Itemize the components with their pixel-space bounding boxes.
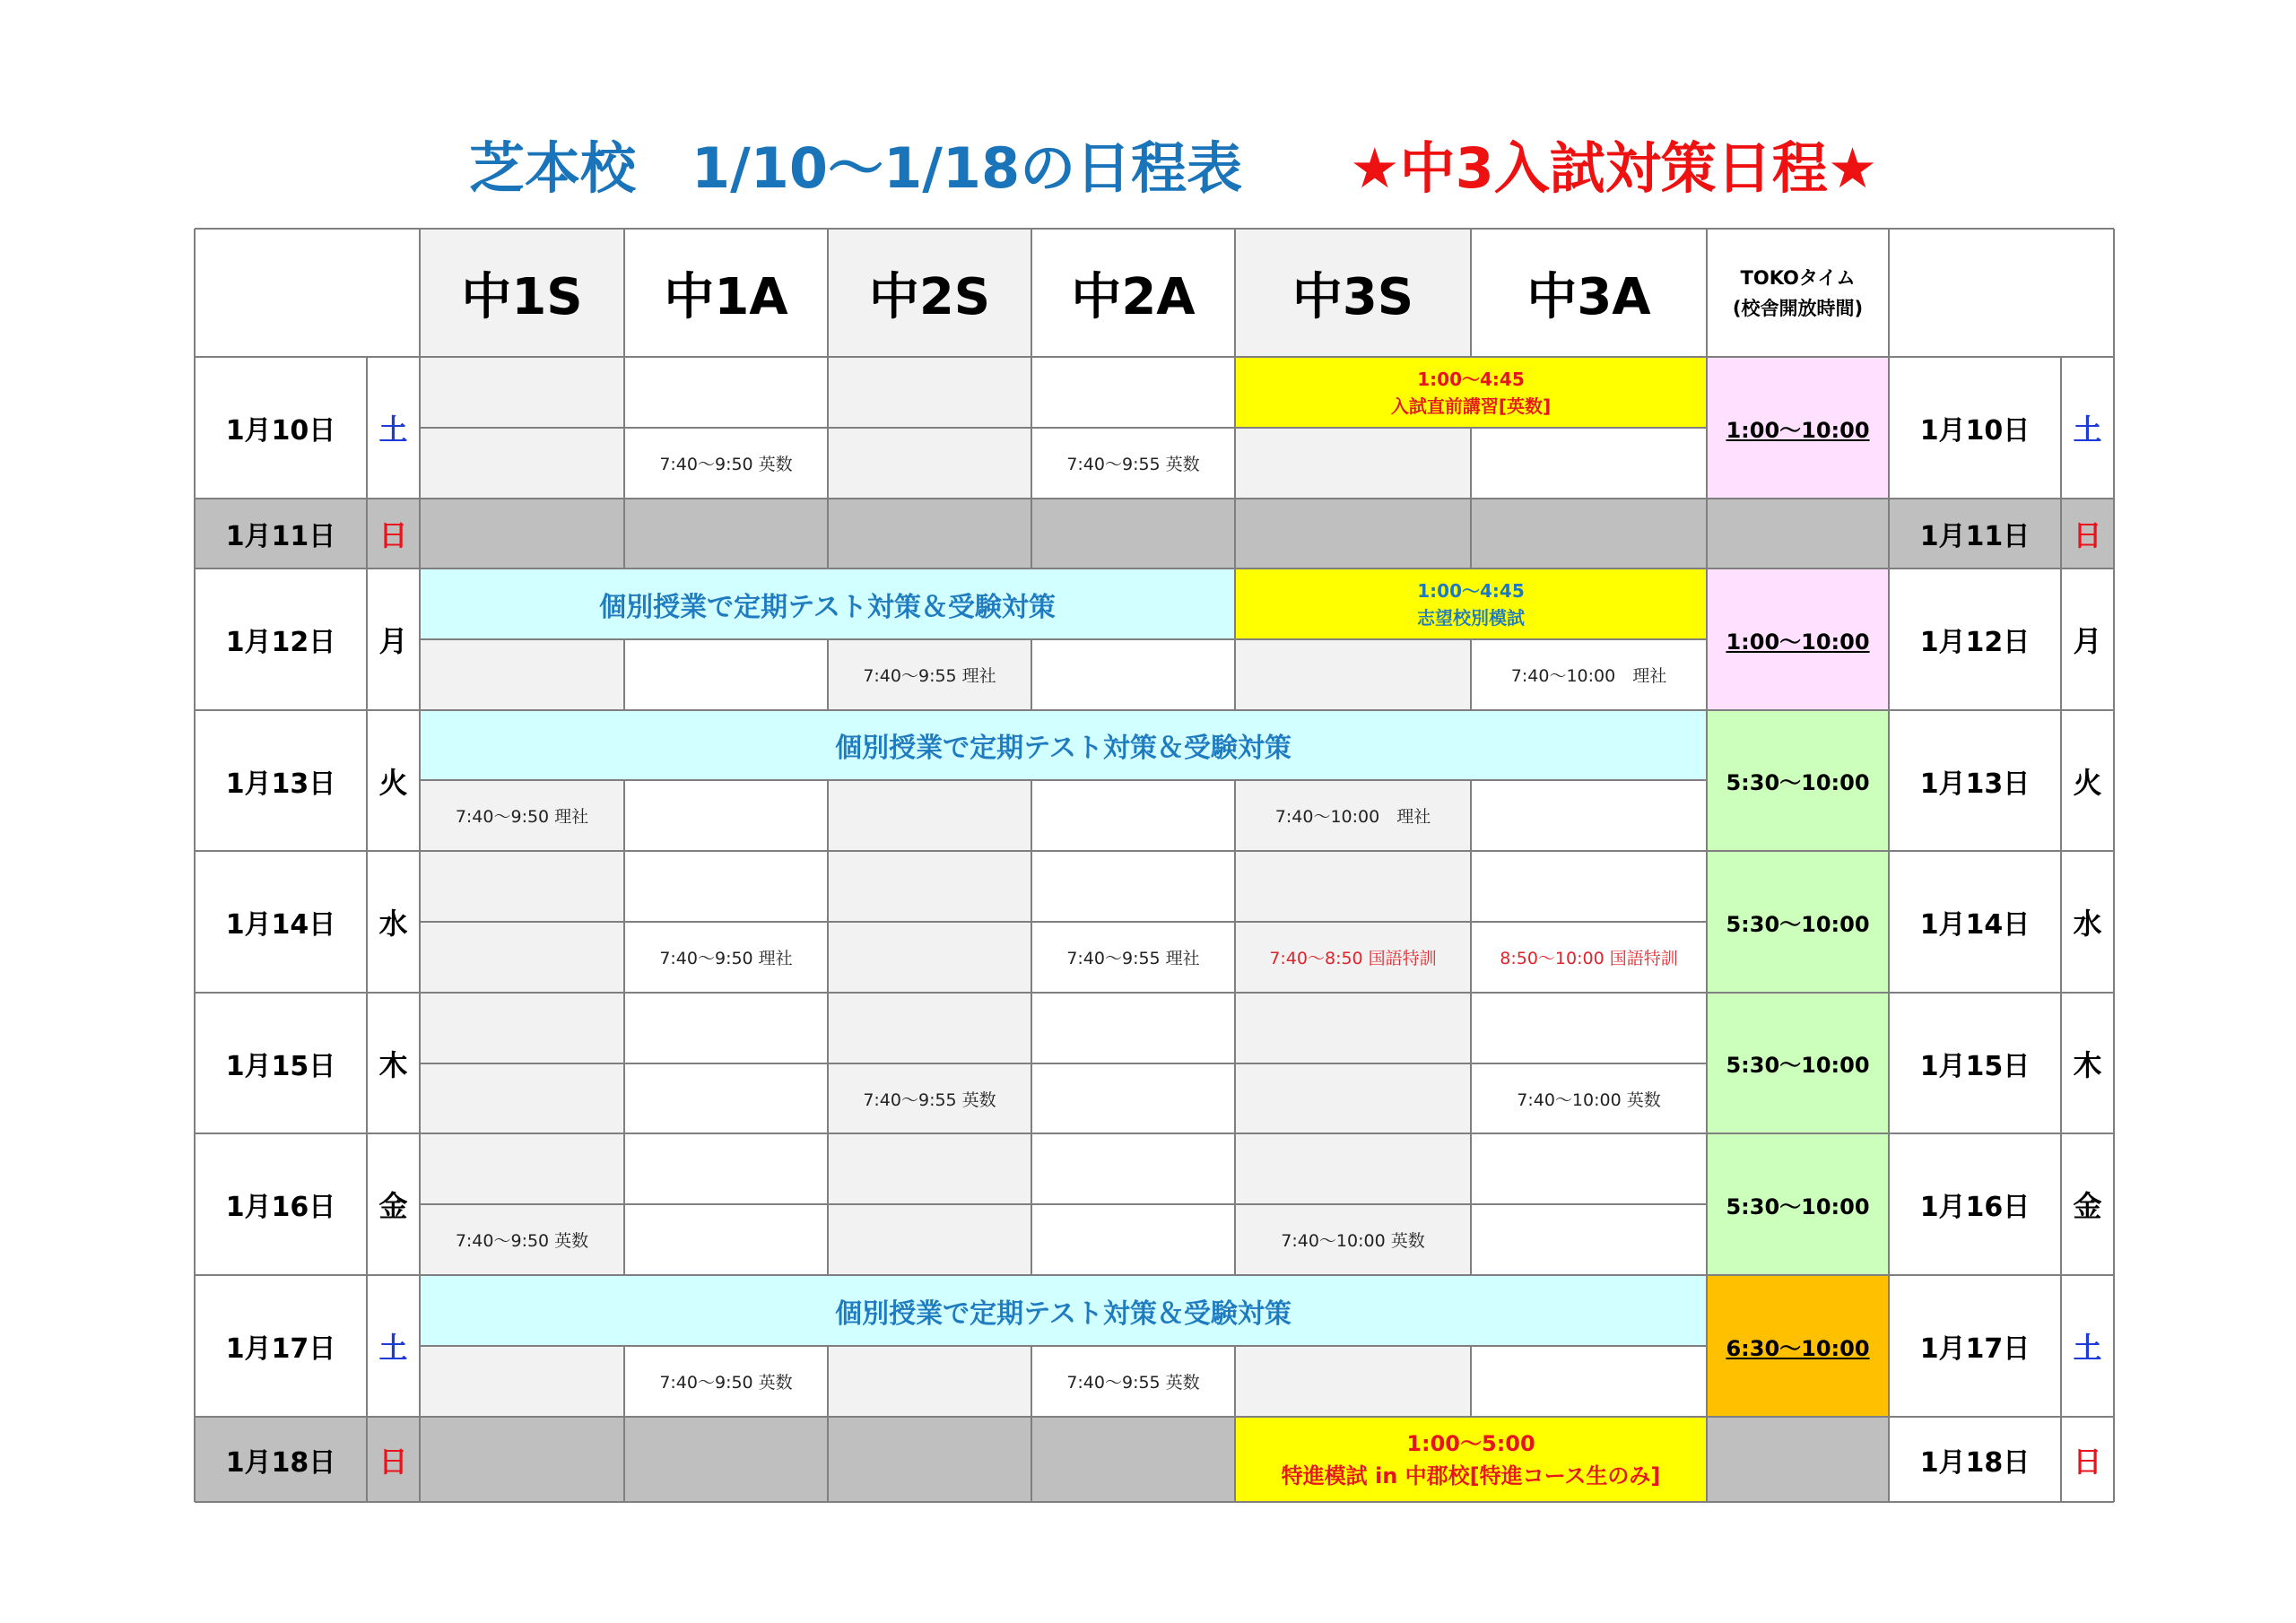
row-line-7 [195, 1133, 2114, 1134]
grid-line [1234, 229, 1236, 357]
row-3-date-right: 1月12日 [1919, 627, 2031, 658]
row-6-lesson-c2s: 7:40～9:55 英数 [863, 1089, 996, 1110]
row-2-toko-cell [1707, 499, 1889, 568]
row-5-lesson-c3a: 8:50～10:00 国語特訓 [1500, 949, 1678, 968]
grid-line [827, 851, 829, 993]
row-9-weekday: 日 [378, 1444, 408, 1479]
row-3-special-event [1235, 568, 1707, 639]
column-header-c2s: 中2S [868, 267, 991, 326]
grid-line [420, 638, 1707, 640]
grid-line [1888, 229, 1890, 1502]
grid-line [1234, 357, 1236, 499]
grid-line [1031, 357, 1032, 499]
grid-line [1031, 851, 1032, 993]
grid-line [420, 427, 1707, 429]
row-2-closed-bg [195, 499, 1889, 568]
row-6-toko-time: 5:30～10:00 [1726, 1053, 1870, 1078]
grid-line [420, 779, 1707, 781]
grid-line [827, 357, 829, 499]
column-header-c1s: 中1S [461, 267, 583, 326]
row-9-weekday-right: 日 [2073, 1444, 2102, 1479]
special-label: 志望校別模試 [1417, 606, 1525, 629]
row-4-lesson-c3s: 7:40～10:00 理社 [1274, 807, 1431, 827]
grid-line [1234, 1417, 1236, 1502]
row-5-weekday-right: 水 [2073, 907, 2102, 941]
grid-line [1031, 1133, 1032, 1275]
column-header-toko [1707, 229, 1889, 357]
row-4-date-right: 1月13日 [1919, 768, 2031, 800]
row-2-date-right: 1月11日 [1919, 521, 2031, 552]
row-7-weekday: 金 [378, 1189, 408, 1223]
row-1-lesson-c1a: 7:40～9:50 英数 [659, 455, 793, 474]
grid-line [1706, 229, 1708, 1502]
row-5-date-right: 1月14日 [1919, 909, 2031, 941]
grid-line [623, 851, 625, 993]
row-1-weekday: 土 [378, 412, 408, 447]
row-5-lesson-c2a: 7:40～9:55 理社 [1066, 949, 1200, 968]
row-6-weekday: 木 [378, 1047, 408, 1082]
grid-line [1470, 428, 1472, 499]
row-line-4 [195, 709, 2114, 711]
title-exam-highlight: ★中3入試対策日程★ [1350, 135, 1878, 201]
grid-line [419, 229, 421, 1502]
row-7-weekday-right: 金 [2073, 1189, 2102, 1223]
grid-line [420, 1203, 1707, 1205]
grid-line [1031, 1417, 1032, 1502]
row-2-date: 1月11日 [225, 521, 336, 552]
row-line-9 [195, 1416, 2114, 1418]
row-1-date-right: 1月10日 [1919, 415, 2031, 447]
row-9-toko-cell [1707, 1417, 1889, 1502]
row-8-date: 1月17日 [225, 1333, 336, 1365]
grid-line [623, 1417, 625, 1502]
row-9-special-event [1235, 1417, 1707, 1502]
row-line-8 [195, 1274, 2114, 1276]
column-header-c3a: 中3A [1526, 267, 1651, 326]
row-4-weekday-right: 火 [2073, 765, 2102, 800]
row-5-weekday: 水 [378, 907, 408, 941]
row-line-5 [195, 850, 2114, 852]
grid-line [827, 1417, 829, 1502]
row-5-lesson-c3s: 7:40～8:50 国語特訓 [1269, 949, 1437, 968]
grid-line [1031, 229, 1032, 357]
border-left [194, 229, 196, 1502]
column-header-c2a: 中2A [1071, 267, 1196, 326]
row-line-6 [195, 992, 2114, 994]
column-header-c1a: 中1A [664, 267, 788, 326]
toko-header-line2: (校舎開放時間) [1732, 297, 1864, 319]
grid-line [420, 921, 1707, 923]
row-4-lesson-c1s: 7:40～9:50 理社 [455, 807, 589, 827]
row-1-toko-time: 1:00～10:00 [1726, 417, 1870, 443]
grid-line [1234, 851, 1236, 993]
row-5-date: 1月14日 [225, 909, 336, 941]
grid-line [1234, 1133, 1236, 1275]
row-5-lesson-c1a: 7:40～9:50 理社 [659, 949, 793, 968]
row-3-lesson-c3a: 7:40～10:00 理社 [1510, 666, 1667, 686]
grid-line [623, 639, 625, 710]
row-1-lesson-c2a: 7:40～9:55 英数 [1066, 455, 1200, 474]
grid-line [1234, 499, 1236, 568]
grid-line [623, 357, 625, 499]
grid-line [623, 993, 625, 1133]
grid-line [1470, 1133, 1472, 1275]
grid-line [827, 499, 829, 568]
border-right [2113, 229, 2115, 1502]
grid-line [1031, 499, 1032, 568]
row-1-weekday-right: 土 [2073, 412, 2102, 447]
grid-line [1234, 568, 1236, 710]
grid-line [1470, 1346, 1472, 1417]
grid-line [1031, 639, 1032, 710]
row-7-toko-time: 5:30～10:00 [1726, 1193, 1870, 1219]
grid-line [1234, 993, 1236, 1133]
row-3-band-text: 個別授業で定期テスト対策＆受験対策 [599, 591, 1056, 623]
row-2-weekday-right: 日 [2073, 518, 2102, 552]
row-8-lesson-c1a: 7:40～9:50 英数 [659, 1373, 793, 1393]
row-4-toko-time: 5:30～10:00 [1726, 770, 1870, 795]
toko-header-line1: TOKOタイム [1740, 266, 1856, 289]
grid-line [623, 780, 625, 851]
special-time: 1:00～4:45 [1417, 579, 1525, 602]
row-6-date: 1月15日 [225, 1050, 336, 1082]
grid-line [366, 357, 368, 1502]
grid-line [623, 1346, 625, 1417]
row-line-2 [195, 498, 2114, 499]
row-7-lesson-c3s: 7:40～10:00 英数 [1281, 1231, 1425, 1251]
row-3-lesson-c2s: 7:40～9:55 理社 [863, 666, 996, 686]
title-main: 芝本校 1/10～1/18の日程表 [469, 135, 1243, 201]
row-6-lesson-c3a: 7:40～10:00 英数 [1517, 1089, 1661, 1110]
grid-line [1470, 780, 1472, 851]
grid-line [827, 1346, 829, 1417]
grid-line [827, 993, 829, 1133]
grid-line [1470, 639, 1472, 710]
special-time: 1:00～5:00 [1406, 1430, 1535, 1456]
row-3-weekday: 月 [378, 624, 408, 658]
row-4-date: 1月13日 [225, 768, 336, 800]
row-7-date: 1月16日 [225, 1192, 336, 1223]
row-8-band-text: 個別授業で定期テスト対策＆受験対策 [835, 1298, 1292, 1330]
column-header-c3s: 中3S [1292, 267, 1414, 326]
row-8-date-right: 1月17日 [1919, 1333, 2031, 1365]
special-label: 特進模試 in 中郡校[特進コース生のみ] [1281, 1462, 1661, 1488]
row-4-band-text: 個別授業で定期テスト対策＆受験対策 [835, 733, 1292, 764]
row-3-weekday-right: 月 [2073, 624, 2102, 658]
grid-line [827, 229, 829, 357]
row-5-toko-time: 5:30～10:00 [1726, 911, 1870, 937]
grid-line [623, 1133, 625, 1275]
grid-line [1470, 229, 1472, 357]
row-7-date-right: 1月16日 [1919, 1192, 2031, 1223]
grid-line [1234, 780, 1236, 851]
grid-line [827, 639, 829, 710]
row-line-3 [195, 568, 2114, 569]
row-8-lesson-c2a: 7:40～9:55 英数 [1066, 1373, 1200, 1393]
row-line-0 [195, 228, 2114, 230]
row-8-toko-time: 6:30～10:00 [1726, 1335, 1870, 1361]
grid-line [623, 499, 625, 568]
row-8-weekday-right: 土 [2073, 1331, 2102, 1365]
row-6-date-right: 1月15日 [1919, 1050, 2031, 1082]
grid-line [2060, 357, 2062, 1502]
grid-line [1031, 1346, 1032, 1417]
row-8-weekday: 土 [378, 1331, 408, 1365]
row-4-weekday: 火 [378, 765, 408, 800]
row-1-date: 1月10日 [225, 415, 336, 447]
grid-line [1031, 780, 1032, 851]
row-3-toko-time: 1:00～10:00 [1726, 629, 1870, 655]
row-1-special-event [1235, 357, 1707, 428]
special-label: 入試直前講習[英数] [1390, 395, 1552, 417]
grid-line [1470, 851, 1472, 993]
row-3-date: 1月12日 [225, 627, 336, 658]
row-6-weekday-right: 木 [2073, 1047, 2102, 1082]
grid-line [1470, 993, 1472, 1133]
grid-line [1234, 1346, 1236, 1417]
row-9-date: 1月18日 [225, 1446, 336, 1479]
grid-line [1031, 993, 1032, 1133]
grid-line [827, 780, 829, 851]
grid-line [420, 1345, 1707, 1347]
grid-line [1470, 499, 1472, 568]
special-time: 1:00～4:45 [1417, 368, 1525, 390]
grid-line [420, 1063, 1707, 1064]
row-7-lesson-c1s: 7:40～9:50 英数 [455, 1231, 589, 1251]
grid-line [623, 229, 625, 357]
row-line-10 [195, 1501, 2114, 1503]
row-line-1 [195, 356, 2114, 358]
row-2-weekday: 日 [378, 518, 408, 552]
grid-line [827, 1133, 829, 1275]
row-9-date-right: 1月18日 [1919, 1446, 2031, 1479]
